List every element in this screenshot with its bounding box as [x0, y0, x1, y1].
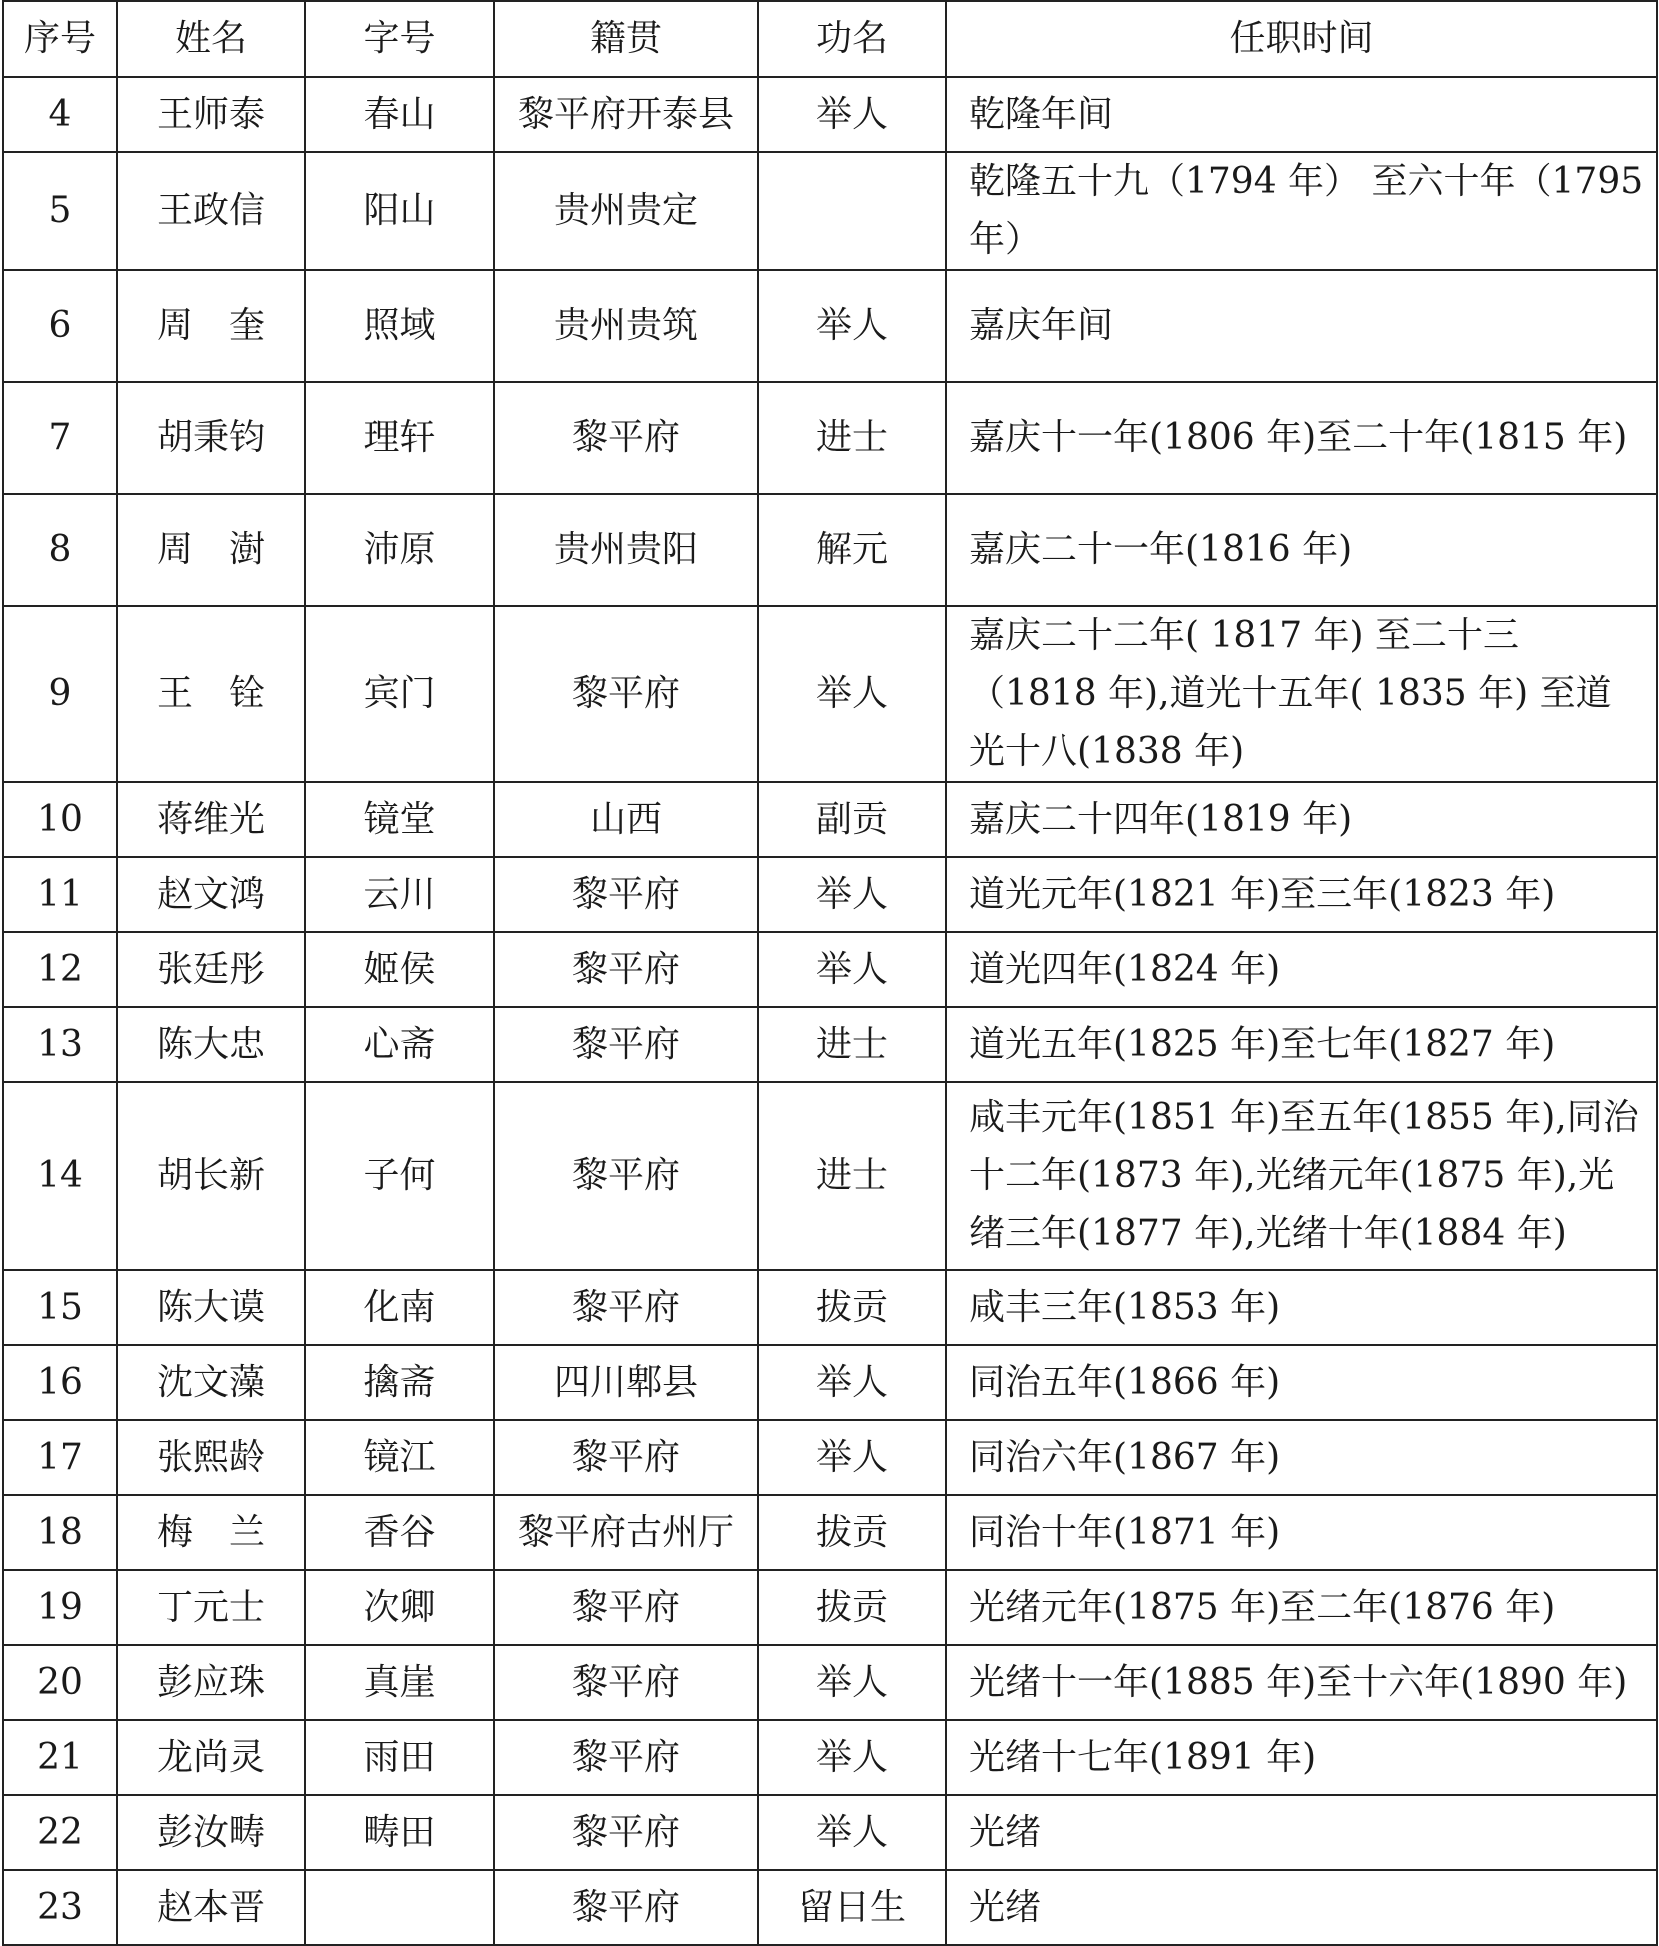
cell-name: 周 澍: [117, 494, 305, 606]
table-row: [3, 1345, 1657, 1420]
header-no: 序号: [3, 1, 117, 77]
cell-no: 8: [3, 494, 117, 606]
cell-no: 22: [3, 1795, 117, 1870]
cell-rank: 举人: [758, 857, 946, 932]
cell-origin: 黎平府: [494, 1720, 758, 1795]
cell-origin: 黎平府古州厅: [494, 1495, 758, 1570]
cell-term: 咸丰三年(1853 年): [946, 1270, 1657, 1345]
cell-term: 嘉庆二十一年(1816 年): [946, 494, 1657, 606]
cell-no: 14: [3, 1082, 117, 1270]
cell-no: 6: [3, 270, 117, 382]
cell-no: 5: [3, 152, 117, 270]
cell-origin: 黎平府: [494, 1270, 758, 1345]
cell-style-name: 春山: [305, 77, 494, 152]
cell-rank: 举人: [758, 77, 946, 152]
cell-no: 7: [3, 382, 117, 494]
cell-style-name: 照域: [305, 270, 494, 382]
cell-style-name: 真崖: [305, 1645, 494, 1720]
cell-name: 张廷彤: [117, 932, 305, 1007]
cell-rank: 进士: [758, 382, 946, 494]
header-origin: 籍贯: [494, 1, 758, 77]
cell-origin: 黎平府: [494, 857, 758, 932]
table-row: [3, 1795, 1657, 1870]
cell-style-name: [305, 1870, 494, 1945]
cell-name: 陈大忠: [117, 1007, 305, 1082]
table-row: [3, 270, 1657, 382]
cell-name: 蒋维光: [117, 782, 305, 857]
cell-origin: 黎平府: [494, 382, 758, 494]
cell-name: 王师泰: [117, 77, 305, 152]
table-row: [3, 1007, 1657, 1082]
cell-rank: 副贡: [758, 782, 946, 857]
cell-term: 嘉庆二十四年(1819 年): [946, 782, 1657, 857]
cell-no: 15: [3, 1270, 117, 1345]
table-row: [3, 857, 1657, 932]
cell-term: 光绪: [946, 1795, 1657, 1870]
cell-name: 胡长新: [117, 1082, 305, 1270]
cell-term: 同治十年(1871 年): [946, 1495, 1657, 1570]
cell-origin: 黎平府: [494, 1795, 758, 1870]
cell-no: 20: [3, 1645, 117, 1720]
cell-style-name: 镜江: [305, 1420, 494, 1495]
cell-rank: 进士: [758, 1007, 946, 1082]
cell-style-name: 香谷: [305, 1495, 494, 1570]
cell-no: 19: [3, 1570, 117, 1645]
table-body: [3, 77, 1657, 1945]
table-row: [3, 782, 1657, 857]
cell-style-name: 宾门: [305, 606, 494, 782]
cell-style-name: 沛原: [305, 494, 494, 606]
cell-name: 梅 兰: [117, 1495, 305, 1570]
table-row: [3, 1645, 1657, 1720]
cell-name: 彭应珠: [117, 1645, 305, 1720]
header-style-name: 字号: [305, 1, 494, 77]
cell-rank: [758, 152, 946, 270]
table-row: [3, 1082, 1657, 1270]
cell-origin: 贵州贵定: [494, 152, 758, 270]
cell-no: 10: [3, 782, 117, 857]
cell-style-name: 阳山: [305, 152, 494, 270]
cell-term: 光绪: [946, 1870, 1657, 1945]
table-row: [3, 77, 1657, 152]
cell-origin: 黎平府: [494, 1870, 758, 1945]
cell-rank: 举人: [758, 1645, 946, 1720]
cell-term: 同治五年(1866 年): [946, 1345, 1657, 1420]
cell-origin: 黎平府: [494, 1645, 758, 1720]
cell-origin: 贵州贵阳: [494, 494, 758, 606]
cell-name: 丁元士: [117, 1570, 305, 1645]
table-row: [3, 932, 1657, 1007]
cell-style-name: 擒斋: [305, 1345, 494, 1420]
cell-rank: 举人: [758, 1795, 946, 1870]
cell-rank: 留日生: [758, 1870, 946, 1945]
cell-rank: 拔贡: [758, 1570, 946, 1645]
cell-style-name: 化南: [305, 1270, 494, 1345]
cell-term: 道光元年(1821 年)至三年(1823 年): [946, 857, 1657, 932]
cell-term: 道光四年(1824 年): [946, 932, 1657, 1007]
cell-no: 11: [3, 857, 117, 932]
cell-term: 道光五年(1825 年)至七年(1827 年): [946, 1007, 1657, 1082]
cell-rank: 进士: [758, 1082, 946, 1270]
table-row: [3, 152, 1657, 270]
header-name: 姓名: [117, 1, 305, 77]
cell-name: 王政信: [117, 152, 305, 270]
cell-origin: 黎平府: [494, 1082, 758, 1270]
cell-name: 沈文藻: [117, 1345, 305, 1420]
table-row: [3, 494, 1657, 606]
cell-term: 同治六年(1867 年): [946, 1420, 1657, 1495]
cell-origin: 黎平府开泰县: [494, 77, 758, 152]
cell-rank: 举人: [758, 606, 946, 782]
cell-name: 张熙龄: [117, 1420, 305, 1495]
table-row: [3, 1570, 1657, 1645]
cell-style-name: 心斋: [305, 1007, 494, 1082]
cell-no: 9: [3, 606, 117, 782]
cell-origin: 黎平府: [494, 1420, 758, 1495]
cell-name: 王 铨: [117, 606, 305, 782]
cell-term: 嘉庆年间: [946, 270, 1657, 382]
cell-origin: 黎平府: [494, 606, 758, 782]
table-row: [3, 1270, 1657, 1345]
cell-style-name: 镜堂: [305, 782, 494, 857]
cell-name: 赵文鸿: [117, 857, 305, 932]
cell-style-name: 子何: [305, 1082, 494, 1270]
cell-origin: 四川郫县: [494, 1345, 758, 1420]
table-header: [3, 1, 1657, 77]
cell-style-name: 姬侯: [305, 932, 494, 1007]
officials-table: [2, 0, 1658, 1946]
cell-name: 赵本晋: [117, 1870, 305, 1945]
cell-rank: 举人: [758, 270, 946, 382]
table-row: [3, 1720, 1657, 1795]
header-row: [3, 1, 1657, 77]
cell-no: 12: [3, 932, 117, 1007]
cell-style-name: 理轩: [305, 382, 494, 494]
cell-term: 光绪元年(1875 年)至二年(1876 年): [946, 1570, 1657, 1645]
cell-origin: 黎平府: [494, 1007, 758, 1082]
cell-rank: 举人: [758, 932, 946, 1007]
cell-no: 17: [3, 1420, 117, 1495]
table-row: [3, 382, 1657, 494]
cell-no: 23: [3, 1870, 117, 1945]
cell-rank: 解元: [758, 494, 946, 606]
table-row: [3, 1870, 1657, 1945]
cell-term: 乾隆年间: [946, 77, 1657, 152]
cell-origin: 山西: [494, 782, 758, 857]
table-row: [3, 1420, 1657, 1495]
cell-style-name: 雨田: [305, 1720, 494, 1795]
cell-rank: 拔贡: [758, 1270, 946, 1345]
cell-style-name: 次卿: [305, 1570, 494, 1645]
cell-name: 胡秉钧: [117, 382, 305, 494]
cell-no: 16: [3, 1345, 117, 1420]
cell-term: 嘉庆十一年(1806 年)至二十年(1815 年): [946, 382, 1657, 494]
header-term: 任职时间: [946, 1, 1657, 77]
cell-rank: 举人: [758, 1345, 946, 1420]
cell-term: 光绪十一年(1885 年)至十六年(1890 年): [946, 1645, 1657, 1720]
cell-rank: 举人: [758, 1420, 946, 1495]
cell-no: 13: [3, 1007, 117, 1082]
cell-style-name: 畴田: [305, 1795, 494, 1870]
cell-no: 21: [3, 1720, 117, 1795]
cell-name: 陈大谟: [117, 1270, 305, 1345]
header-rank: 功名: [758, 1, 946, 77]
cell-no: 18: [3, 1495, 117, 1570]
cell-rank: 拔贡: [758, 1495, 946, 1570]
cell-rank: 举人: [758, 1720, 946, 1795]
cell-origin: 黎平府: [494, 932, 758, 1007]
cell-term: 咸丰元年(1851 年)至五年(1855 年),同治十二年(1873 年),光绪元年(1875 年),光绪三年(1877 年),光绪十年(1884 年): [946, 1082, 1657, 1270]
cell-style-name: 云川: [305, 857, 494, 932]
cell-name: 龙尚灵: [117, 1720, 305, 1795]
cell-name: 彭汝畴: [117, 1795, 305, 1870]
cell-term: 光绪十七年(1891 年): [946, 1720, 1657, 1795]
cell-term: 嘉庆二十二年( 1817 年) 至二十三（1818 年),道光十五年( 1835 年) 至道光十八(1838 年): [946, 606, 1657, 782]
cell-name: 周 奎: [117, 270, 305, 382]
table-row: [3, 606, 1657, 782]
cell-term: 乾隆五十九（1794 年） 至六十年（1795 年）: [946, 152, 1657, 270]
cell-origin: 贵州贵筑: [494, 270, 758, 382]
table-row: [3, 1495, 1657, 1570]
cell-no: 4: [3, 77, 117, 152]
cell-origin: 黎平府: [494, 1570, 758, 1645]
